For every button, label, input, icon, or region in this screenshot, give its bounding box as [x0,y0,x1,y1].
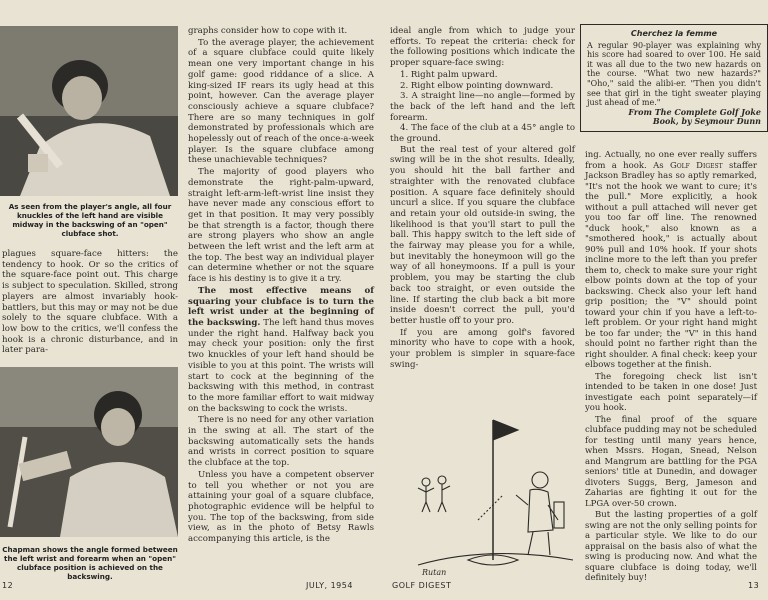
col2-paragraph-3: The majority of good players who demonstrate the right-palm-upward, straight left-arm-left-wrist line insist they have never made any conscious effort to get in that position. It may very possibly be that strength is a factor, though there are strong players who show an angle between the left wrist and the left arm at the top. The best way an individual player can determine whether or not the square face is his destiny is to give it a try. [188,167,374,285]
col3-paragraph-1: ideal angle from which to judge your efforts. To repeat the criteria: check for the following positions which indicate the proper square-face swing: [390,26,575,69]
col2-paragraph-5: There is no need for any other variation in the swing at all. The start of the backswing automatically sets the hands and wrists in correct position to square the clubface at the top. [188,415,374,469]
col4-p1-a: ing. Actually, no one ever really suffers from a hook. As [585,150,757,171]
col3-paragraph-2: But the real test of your altered golf swing will be in the shot results. Ideally, you should hit the ball farther and straighter with the renovated clubface position. A square face definitely should uncurl a slice. If you square the clubface and retain your old outside-in swing, the likelihood is that you'll start to pull the ball. This happy switch to the left side of the fairway may please you for a while, but inevitably the honeymoon will go the way of all honeymoons. If a pull is your problem, you may be starting the club back too straight, or even outside the line. If starting the club back a bit more inside doesn't correct the pull, you'd better hustle off to your pro. [390,144,575,326]
golfer-photo-illustration [0,26,178,196]
col2-paragraph-6: Unless you have a competent observer to tell you whether or not you are attaining your goal of a square clubface, photographic evidence will be helpful to you. The top of the backswing, from side view, as in the photo of Betsy Rawls accompanying this article, is the [188,469,374,545]
criteria-item: 2. Right elbow pointing downward. [400,80,554,91]
issue-date: JULY, 1954 [306,581,353,590]
col2-paragraph-4 [188,286,374,414]
col4-paragraph-4: But the lasting properties of a golf swing are not the only selling points for a particular style. We like to do our appraisal on the basis also of what the swing is producing now. And what the square clubface is doing today, we'll definitely buy! [585,510,757,583]
chapman-photo-illustration [0,367,178,537]
joke-sidebar-box [580,24,768,132]
col3-paragraph-3: If you are among golf's favored minority who have to cope with a hook, your problem is simpler in square-face swing- [390,327,575,370]
column-3 [390,26,575,372]
magazine-name: GOLF DIGEST [392,581,452,590]
right-page-number: 13 [748,581,760,590]
col2-paragraph-2: To the average player, the achievement of a square clubface could quite likely mean one very important change in his golf game: good riddance of a slice. A king-sized IF rears its ugly head at this point, however. Can the average player consciously achieve a square clubface? There are so many techniques in golf demonstrated by professionals which are hopelessly out of reach of the once-a-week player. Is the square clubface among these unachievable techniques? [188,37,374,166]
col2-paragraph-4-rest: The left hand thus moves under the right hand. Halfway back you may check your position: only the first two knuckles of your left hand should be visible to you at this point. The wrists will start to cock at the beginning of the backswing with this method, in contrast to the more familiar effort to wait midway on the backswing to cock the wrists. [188,317,375,414]
col4-p1-b: staffer Jackson Bradley has so aptly remarked, "It's not the hook we want to cure; it's the pull." More explicitly, a hook without a pull attached will never get you too far off line. The renowned "duck hook," also known as a "smothered hook," is actually about 90% pull and 10% hook. If your shots incline more to the left than you prefer them to, check to make sure your right elbow points down at the top of your backswing. Check also your left hand grip position; the "V" should point toward your chin if you have a left-to-left problem. Or your right hand might be too far under; the "V" in this hand should point no farther right than the right shoulder. A final check: keep your elbows together at the finish. [585,160,757,370]
left-page-number: 12 [2,581,14,590]
photo-chapman-wrist-angle [0,367,178,537]
golf-digest-smallcaps: Golf Digest [669,160,723,171]
col4-paragraph-1 [585,150,757,371]
criteria-item: 4. The face of the club at a 45° angle to the ground. [390,123,575,145]
cartoon-signature: Rutan [422,568,447,577]
col2-paragraph-1: graphs consider how to cope with it. [188,26,348,36]
col1-paragraph: plagues square-face hitters: the tendency to hook. Or so the critics of the square-face point out. This charge is subject to speculation. Skilled, strong players are almost invariably hook-battlers, but this may or may not be due solely to the square clubface. With a low bow to the critics, we'll confess the hook is a chronic disturbance, and in later para- [2,249,178,356]
joke-box-title: Cherchez la femme [630,29,718,38]
joke-box-source-1: From The Complete Golf Joke [628,106,761,117]
joke-box-body: A regular 90-player was explaining why his score had soared to over 100. He said it was all due to the two new hazards on the course. "What two new hazards?" "Oho," said the alibi-er. "Then you didn't see that girl in the tight sweater playing just ahead of me." [587,40,761,108]
criteria-item: 1. Right palm upward. [400,69,498,80]
column-4 [585,150,757,585]
criteria-list [390,70,575,145]
col4-paragraph-2: The foregoing check list isn't intended to be taken in one dose! Just investigate each point separately—if you hook. [585,371,757,413]
column-2 [188,26,374,546]
criteria-item: 3. A straight line—no angle—formed by the back of the left hand and the left forearm. [390,91,575,123]
photo1-caption: As seen from the player's angle, all four knuckles of the left hand are visible midway in the backswing of an "open" clubface shot. [8,202,172,238]
col2-bold-lead: The most effective means of squaring your clubface is to turn the left wrist under at the beginning of the backswing. [188,285,374,328]
photo-golfer-backswing-top [0,26,178,196]
joke-box-source-2: Book, by Seymour Dunn [652,116,761,127]
column-1 [2,249,178,357]
photo2-caption: Chapman shows the angle formed between the left wrist and forearm when an "open" clubface position is achieved on the backswing. [2,545,178,581]
cartoon-drawing [418,420,573,565]
golf-cartoon [398,410,578,580]
col4-paragraph-3: The final proof of the square clubface pudding may not be scheduled for testing until many years hence, when Mssrs. Hogan, Snead, Nelson and Mangrum are battling for the PGA seniors' title at Dunedin, and dowager divoters Suggs, Berg, Jameson and Zaharias are fighting it out for the LPGA over-50 crown. [585,414,757,509]
